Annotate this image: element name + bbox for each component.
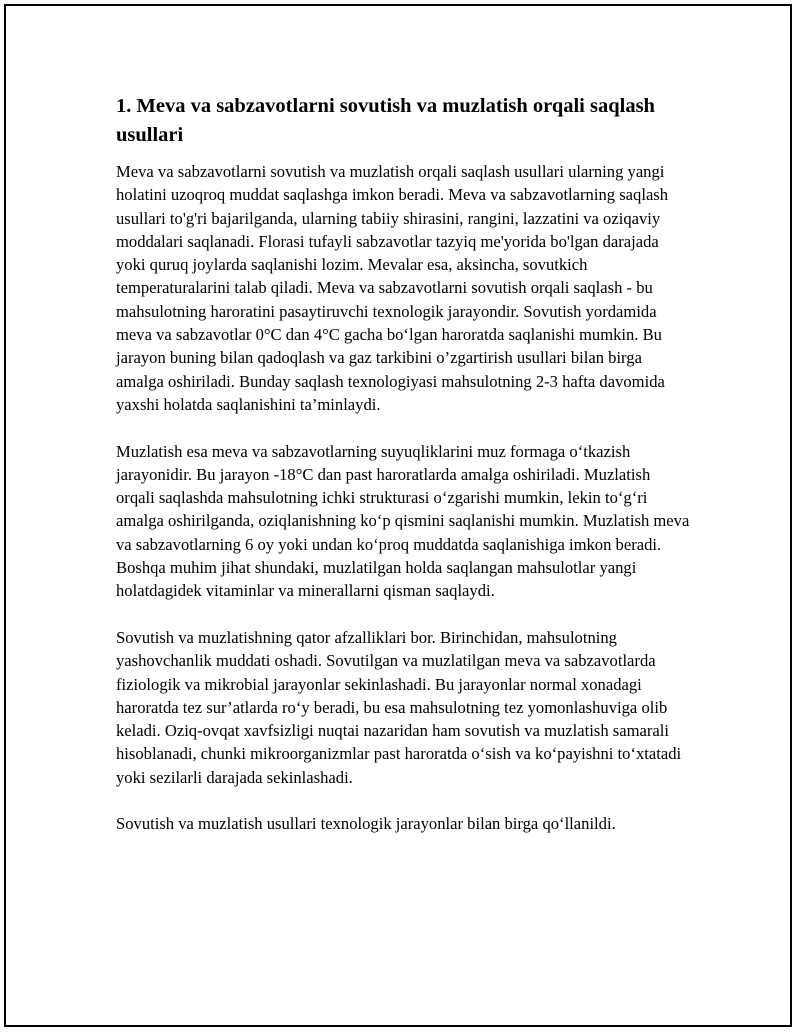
paragraph-conclusion: Sovutish va muzlatish usullari texnologik jarayonlar bilan birga qo‘llanildi.: [116, 814, 616, 834]
paragraph-advantages: Sovutish va muzlatishning qator afzalliklari bor. Birinchidan, mahsulotning yashovchanlik muddati oshadi. Sovutilgan va muzlatilgan meva va sabzavotlarda fiziologik va mikrobial jarayonlar sekinlashadi. Bu jarayonlar normal xonadagi haroratda tez sur’atlarda ro‘y beradi, bu esa mahsulotning tez yomonlashuviga olib keladi. Oziq-ovqat xavfsizligi nuqtai nazaridan ham sovutish va muzlatish samarali hisoblanadi, chunki mikroorganizmlar past haroratda o‘sish va ko‘payishni to‘xtatadi yoki sezilarli darajada sekinlashadi.: [116, 627, 682, 787]
paragraph-cooling: Meva va sabzavotlarni sovutish va muzlatish orqali saqlash usullari ularning yangi holatini uzoqroq muddat saqlashga imkon beradi. Meva va sabzavotlarning saqlash usullari to'g'ri bajarilganda, ularning tabiiy shirasini, rangini, lazzatini va oziqaviy moddalari saqlanadi. Florasi tufayli sabzavotlar tazyiq me'yorida bo'lgan darajada yoki quruq joylarda saqlanishi lozim. Mevalar esa, aksincha, sovutkich temperaturalarini talab qiladi. Meva va sabzavotlarni sovutish orqali saqlash - bu mahsulotning haroratini pasaytiruvchi texnologik jarayondir. Sovutish yordamida meva va sabzavotlar 0°C dan 4°C gacha bo‘lgan haroratda saqlanishi mumkin. Bu jarayon buning bilan qadoqlash va gaz tarkibini o’zgartirish usullari bilan birga amalga oshiriladi. Bunday saqlash texnologiyasi mahsulotning 2-3 hafta davomida yaxshi holatda saqlanishini ta’minlaydi.: [116, 162, 669, 414]
document-body: [116, 92, 691, 859]
paragraph-freezing: Muzlatish esa meva va sabzavotlarning suyuqliklarini muz formaga o‘tkazish jarayonidir. Bu jarayon -18°C dan past haroratlarda amalga oshiriladi. Muzlatish orqali saqlashda mahsulotning ichki strukturasi o‘zgarishi mumkin, lekin to‘g‘ri amalga oshirilganda, oziqlanishning ko‘p qismini saqlanishi mumkin. Muzlatish meva va sabzavotlarning 6 oy yoki undan ko‘proq muddatda saqlanishiga imkon beradi. Boshqa muhim jihat shundaki, muzlatilgan holda saqlangan mahsulotlar yangi holatdagidek vitaminlar va minerallarni qisman saqlaydi.: [116, 441, 690, 601]
document-title: 1. Meva va sabzavotlarni sovutish va muzlatish orqali saqlash usullari: [116, 95, 655, 146]
